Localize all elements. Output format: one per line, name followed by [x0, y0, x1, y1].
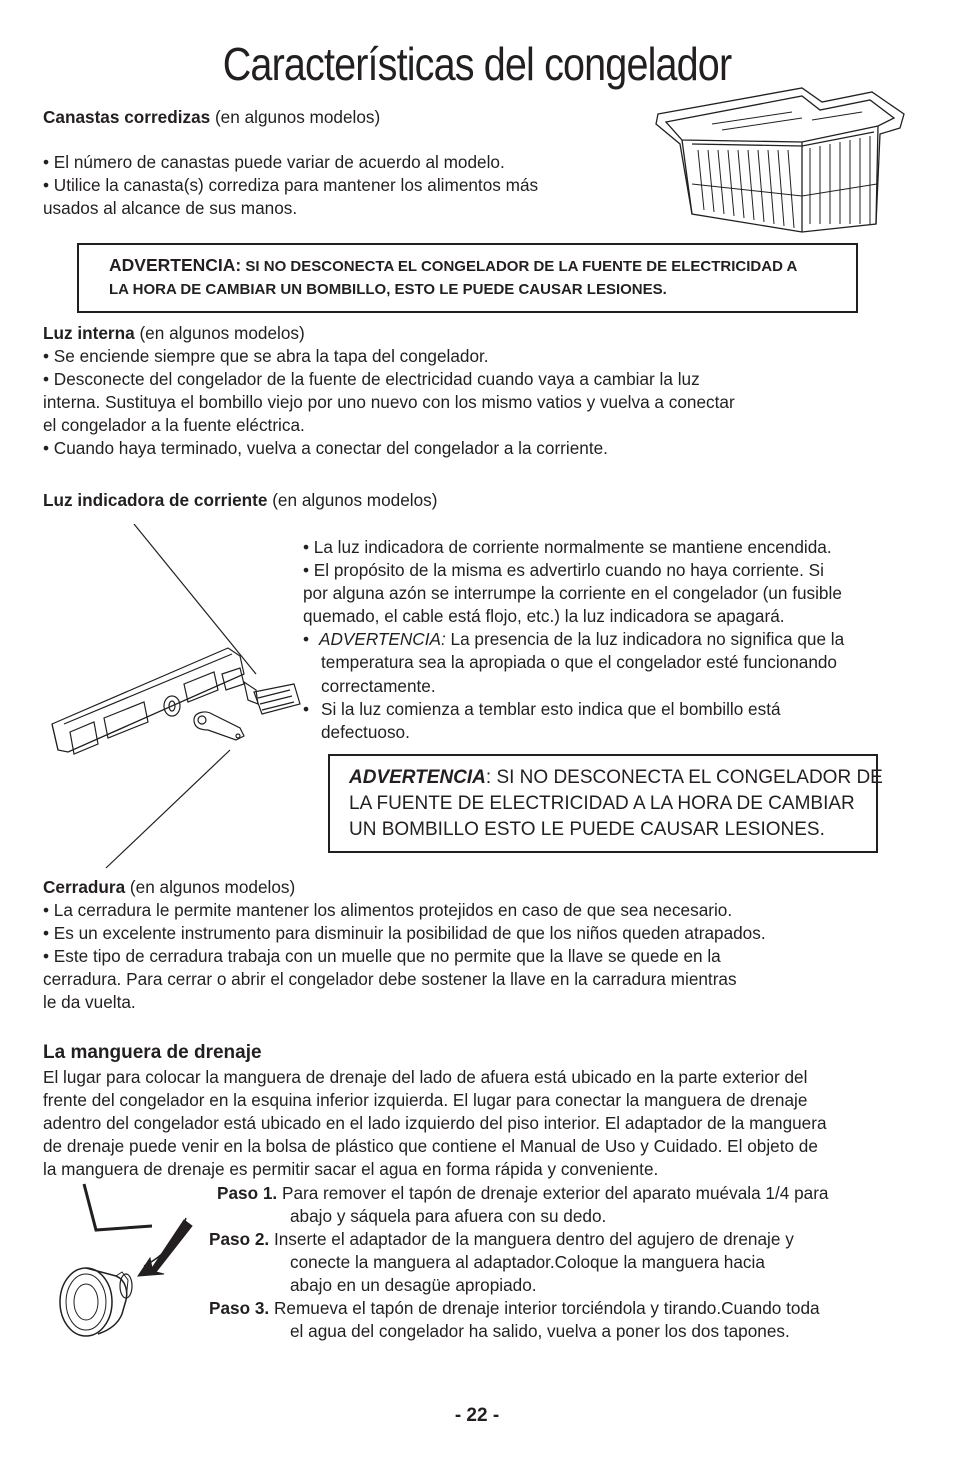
lock-heading-rest: (en algunos modelos)	[125, 877, 296, 897]
power-light-line-last-2: defectuoso.	[321, 722, 410, 742]
power-light-line-3: por alguna azón se interrumpe la corriente en el congelador (un fusible	[303, 583, 842, 603]
step-1-text-2: abajo y sáquela para afuera con su dedo.	[290, 1206, 607, 1226]
power-light-bullet-4-marker: •	[303, 699, 310, 719]
step-3-label: Paso 3.	[209, 1298, 270, 1318]
power-light-line-4: quemado, el cable está flojo, etc.) la luz indicadora se apagará.	[303, 606, 785, 626]
step-2-label: Paso 2.	[209, 1229, 270, 1249]
interior-light-heading-bold: Luz interna	[43, 323, 135, 343]
step-1-text-1: Para remover el tapón de drenaje exterior del aparato muévala 1/4 para	[277, 1183, 829, 1203]
power-light-warning-label: ADVERTENCIA:	[319, 629, 446, 649]
baskets-heading-rest: (en algunos modelos)	[210, 107, 381, 127]
drain-paragraph-line-3: adentro del congelador está ubicado en el lado izquierdo del piso interior. El adaptador de la manguera	[43, 1113, 827, 1133]
lock-line-3: • Este tipo de cerradura trabaja con un muelle que no permite que la llave se quede en la	[43, 946, 721, 966]
power-light-line-1: • La luz indicadora de corriente normalmente se mantiene encendida.	[303, 537, 832, 557]
interior-light-heading-rest: (en algunos modelos)	[134, 323, 305, 343]
indicator-light-lock-illustration	[44, 524, 304, 870]
interior-light-line-5: • Cuando haya terminado, vuelva a conectar del congelador a la corriente.	[43, 438, 608, 458]
lock-heading-bold: Cerradura	[43, 877, 126, 897]
warning-1-line-1	[109, 255, 797, 279]
lock-heading	[43, 876, 295, 899]
step-3-text-1: Remueva el tapón de drenaje interior torciéndola y tirando.Cuando toda	[269, 1298, 820, 1318]
baskets-heading-bold: Canastas corredizas	[43, 107, 211, 127]
drain-paragraph-line-1: El lugar para colocar la manguera de drenaje del lado de afuera está ubicado en la parte exterior del	[43, 1067, 808, 1087]
drain-paragraph-line-2: frente del congelador en la esquina inferior izquierda. El lugar para conectar la manguera de drenaje	[43, 1090, 808, 1110]
baskets-heading	[43, 106, 380, 129]
interior-light-heading	[43, 322, 305, 345]
step-3-text-2: el agua del congelador ha salido, vuelva a poner los dos tapones.	[290, 1321, 790, 1341]
interior-light-line-1: • Se enciende siempre que se abra la tapa del congelador.	[43, 346, 489, 366]
power-light-warning-line-3: correctamente.	[321, 676, 436, 696]
step-1-label: Paso 1.	[217, 1183, 278, 1203]
baskets-bullet-3: usados al alcance de sus manos.	[43, 198, 298, 218]
drain-paragraph	[43, 1066, 907, 1181]
warning-2-label: ADVERTENCIA	[349, 767, 486, 788]
baskets-bullet-2: • Utilice la canasta(s) corrediza para mantener los alimentos más	[43, 175, 539, 195]
warning-2-text-2: LA FUENTE DE ELECTRICIDAD A LA HORA DE CAMBIAR	[349, 793, 855, 814]
step-2-text-3: abajo en un desagüe apropiado.	[290, 1275, 537, 1295]
warning-2-text-1: : SI NO DESCONECTA EL CONGELADOR DE	[485, 767, 883, 788]
warning-box-2	[328, 754, 883, 853]
warning-box-1	[77, 243, 858, 313]
step-2-text-1: Inserte el adaptador de la manguera dentro del agujero de drenaje y	[269, 1229, 794, 1249]
warning-1-text-1: SI NO DESCONECTA EL CONGELADOR DE LA FUENTE DE ELECTRICIDAD A	[241, 258, 798, 275]
step-3-line-1	[209, 1297, 820, 1320]
page-number: - 22 -	[454, 1405, 500, 1426]
lock-line-1: • La cerradura le permite mantener los alimentos protejidos en caso de que sea necesario.	[43, 900, 733, 920]
power-light-line-last-1: Si la luz comienza a temblar esto indica que el bombillo está	[321, 699, 781, 719]
basket-illustration	[652, 84, 910, 236]
drain-plug-illustration	[52, 1180, 200, 1350]
drain-paragraph-line-4: de drenaje puede venir en la bolsa de plástico que contiene el Manual de Uso y Cuidado. El objeto de	[43, 1136, 818, 1156]
warning-2-text-3: UN BOMBILLO ESTO LE PUEDE CAUSAR LESIONES.	[349, 819, 825, 840]
baskets-bullet-1: • El número de canastas puede variar de acuerdo al modelo.	[43, 152, 505, 172]
lock-line-2: • Es un excelente instrumento para disminuir la posibilidad de que los niños queden atrapados.	[43, 923, 766, 943]
interior-light-line-4: el congelador a la fuente eléctrica.	[43, 415, 305, 435]
interior-light-line-3: interna. Sustituya el bombillo viejo por uno nuevo con los mismo vatios y vuelva a conectar	[43, 392, 735, 412]
step-1-line-1	[217, 1182, 829, 1205]
power-light-heading-rest: (en algunos modelos)	[267, 490, 438, 510]
power-light-warning-bullet: •	[303, 629, 310, 649]
power-light-heading-bold: Luz indicadora de corriente	[43, 490, 268, 510]
power-light-warning-line-2: temperatura sea la apropiada o que el congelador esté funcionando	[321, 652, 837, 672]
lock-line-4: cerradura. Para cerrar o abrir el congelador debe sostener la llave en la carradura mientras	[43, 969, 737, 989]
power-light-warning-text: La presencia de la luz indicadora no significa que la	[445, 629, 845, 649]
warning-1-text-2: LA HORA DE CAMBIAR UN BOMBILLO, ESTO LE PUEDE CAUSAR LESIONES.	[109, 281, 667, 298]
page-title: Características del congelador	[222, 38, 732, 90]
drain-paragraph-line-5: la manguera de drenaje es permitir sacar el agua en forma rápida y conveniente.	[43, 1159, 659, 1179]
power-light-warning-line-1	[303, 628, 844, 651]
power-light-heading	[43, 489, 438, 512]
warning-1-label: ADVERTENCIA:	[109, 255, 242, 275]
power-light-line-2: • El propósito de la misma es advertirlo cuando no haya corriente. Si	[303, 560, 824, 580]
interior-light-line-2: • Desconecte del congelador de la fuente de electricidad cuando vaya a cambiar la luz	[43, 369, 700, 389]
step-2-text-2: conecte la manguera al adaptador.Coloque la manguera hacia	[290, 1252, 765, 1272]
lock-line-5: le da vuelta.	[43, 992, 136, 1012]
step-2-line-1	[209, 1228, 794, 1251]
warning-2-line-1	[349, 765, 883, 791]
drain-heading: La manguera de drenaje	[43, 1042, 262, 1063]
